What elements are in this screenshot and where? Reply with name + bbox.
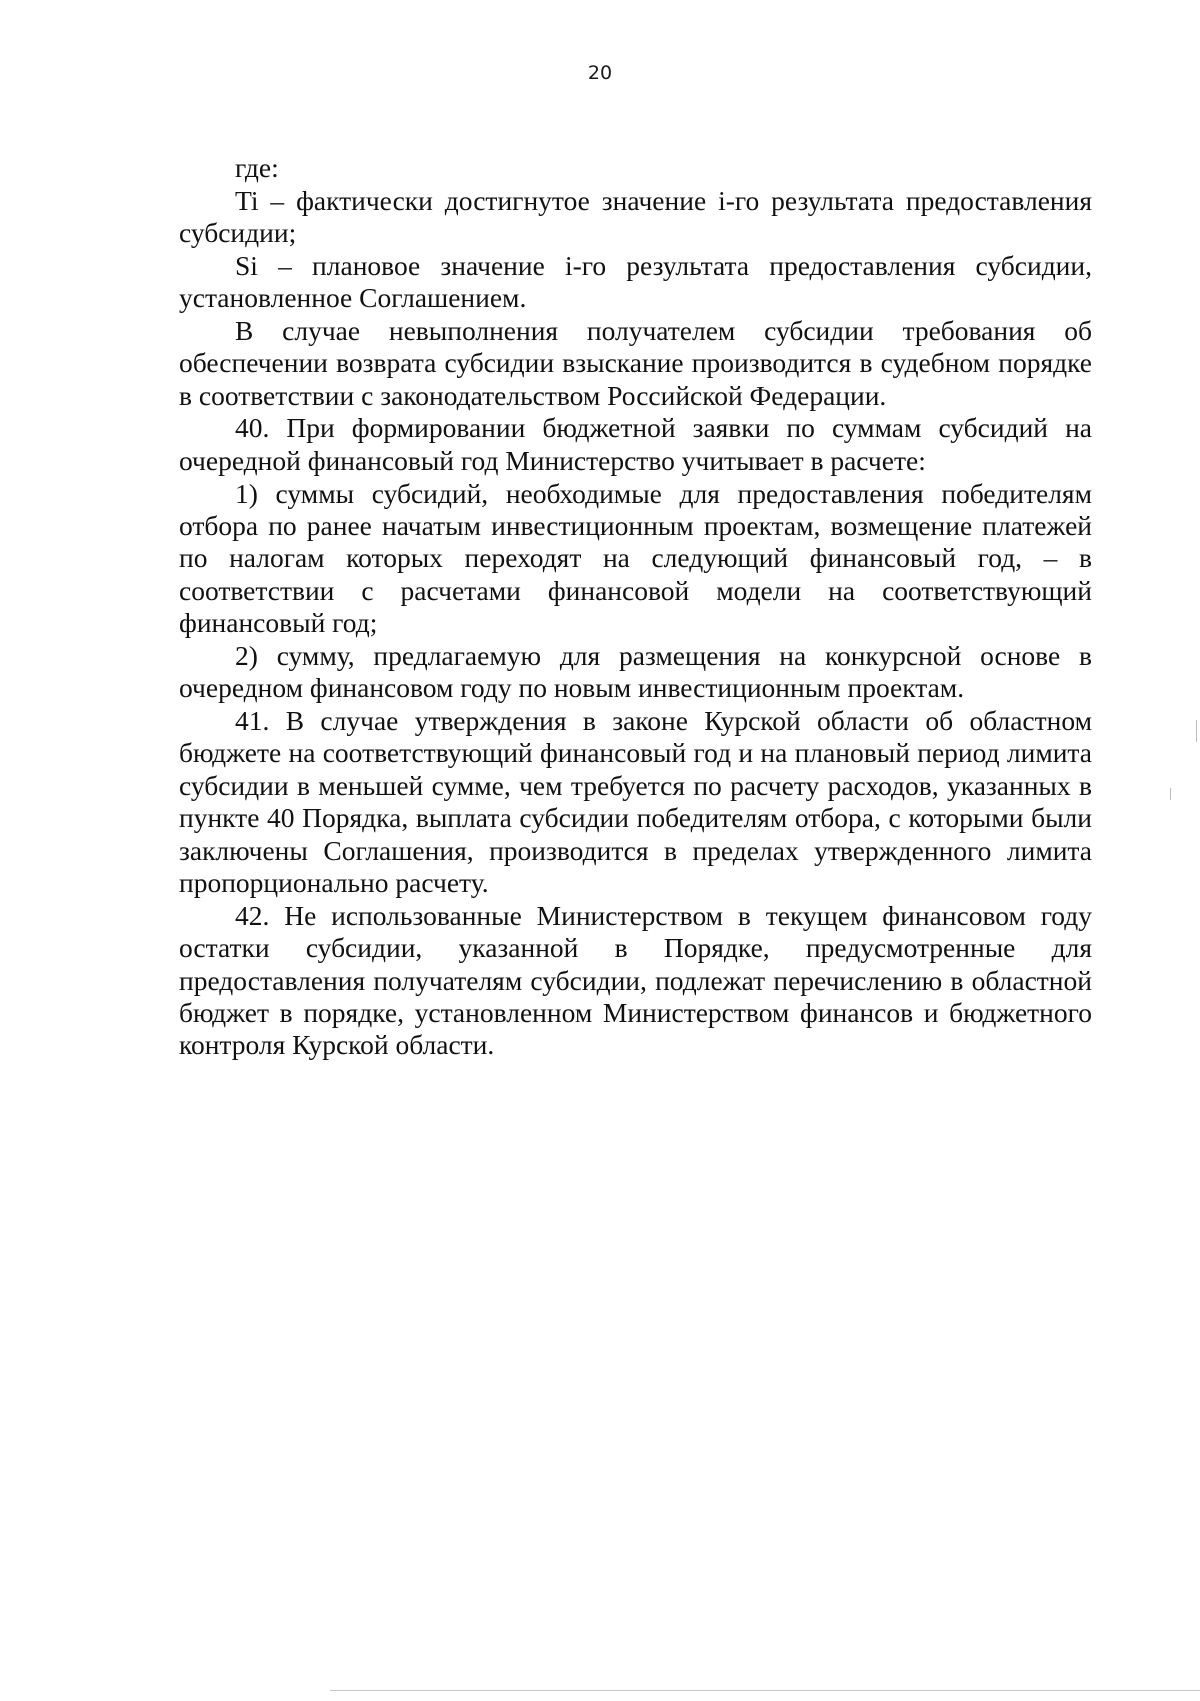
- scan-edge-mark: [1170, 788, 1171, 800]
- paragraph-si-definition: Si – плановое значение i-го результата предоставления субсидии, установленное Соглашением.: [179, 249, 1092, 314]
- scan-bottom-edge: [330, 1690, 1200, 1691]
- paragraph-ti-definition: Ti – фактически достигнутое значение i-го результата предоставления субсидии;: [179, 184, 1092, 249]
- paragraph-recovery: В случае невыполнения получателем субсидии требования об обеспечении возврата субсидии взыскание производится в судебном порядке в соответствии с законодательством Российской Федерации.: [179, 314, 1092, 411]
- paragraph-where: где:: [235, 152, 279, 183]
- paragraph-clause-40-item-1: 1) суммы субсидий, необходимые для предоставления победителям отбора по ранее начатым инвестиционным проектам, возмещение платежей по налогам которых переходят на следующий финансовый год, – в соответствии с расчетами финансовой модели на соответствующий финансовый год;: [179, 477, 1092, 639]
- paragraph-clause-42: 42. Не использованные Министерством в текущем финансовом году остатки субсидии, указанной в Порядке, предусмотренные для предоставления получателям субсидии, подлежат перечислению в областной бюджет в порядке, установленном Министерством финансов и бюджетного контроля Курской области.: [179, 899, 1092, 1061]
- paragraph-clause-41: 41. В случае утверждения в законе Курской области об областном бюджете на соответствующий финансовый год и на плановый период лимита субсидии в меньшей сумме, чем требуется по расчету расходов, указанных в пункте 40 Порядка, выплата субсидии победителям отбора, с которыми были заключены Соглашения, производится в пределах утвержденного лимита пропорционально расчету.: [179, 704, 1092, 899]
- paragraph-clause-40: 40. При формировании бюджетной заявки по суммам субсидий на очередной финансовый год Министерство учитывает в расчете:: [179, 412, 1092, 476]
- document-body: [179, 152, 1092, 1062]
- page-number: 20: [587, 62, 613, 84]
- scan-edge-mark: [1196, 720, 1197, 742]
- paragraph-clause-40-item-2: 2) сумму, предлагаемую для размещения на конкурсной основе в очередном финансовом году по новым инвестиционным проектам.: [179, 639, 1092, 704]
